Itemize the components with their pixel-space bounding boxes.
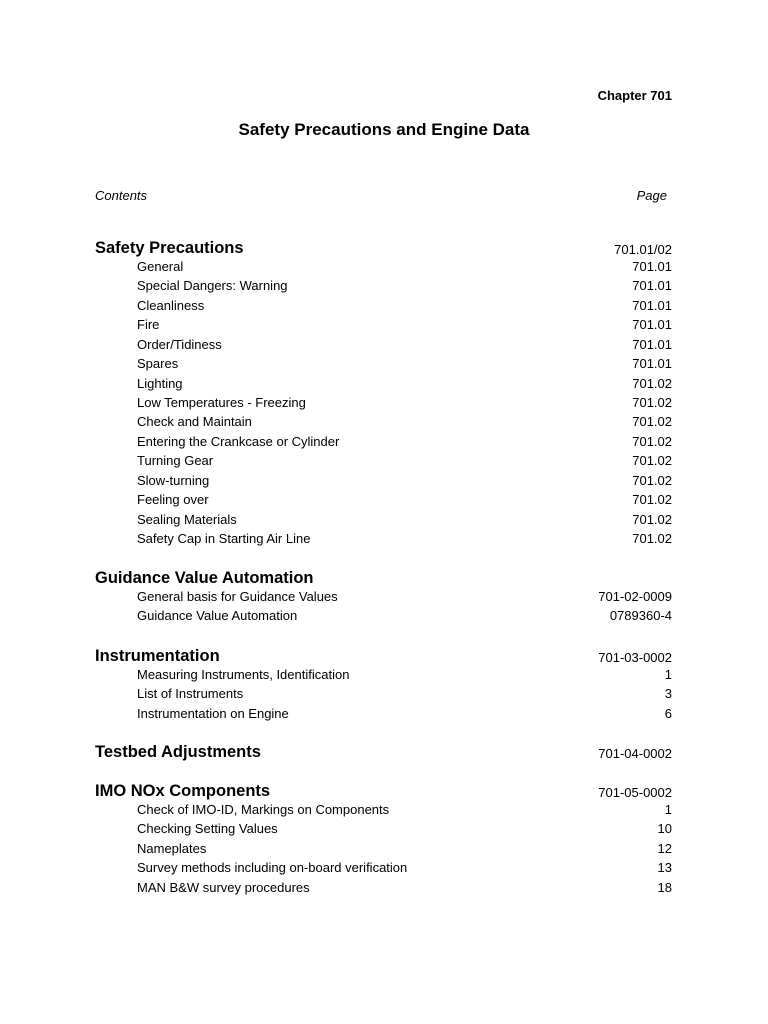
- toc-entry-page-ref: 3: [664, 686, 672, 702]
- toc-entry: [137, 880, 672, 898]
- toc-entry: [137, 434, 672, 452]
- section-title: IMO NOx Components: [95, 782, 271, 800]
- toc-entry-label: Checking Setting Values: [137, 821, 278, 837]
- toc-entry-page-ref: 6: [664, 705, 672, 721]
- toc-entry-page-ref: 701.02: [632, 511, 672, 527]
- toc-entry-page-ref: 1: [664, 802, 672, 817]
- toc-entry: [137, 860, 672, 878]
- contents-label: Contents: [95, 188, 148, 203]
- toc-entry-page-ref: 701.02: [632, 453, 672, 469]
- section-page-ref: 701-04-0002: [598, 746, 672, 761]
- toc-entry-label: Safety Cap in Starting Air Line: [137, 531, 311, 547]
- toc-entry: [137, 821, 672, 839]
- toc-entry: [137, 473, 672, 491]
- toc-entry-page-ref: 10: [657, 821, 672, 837]
- toc-entry-label: Lighting: [137, 375, 183, 391]
- toc-entry-label: General: [137, 259, 184, 274]
- chapter-label: Chapter 701: [597, 88, 672, 103]
- toc-entry: [137, 376, 672, 394]
- toc-entry-label: Turning Gear: [137, 453, 214, 469]
- toc-entry-label: Order/Tidiness: [137, 336, 222, 352]
- section-page-ref: 701-05-0002: [598, 785, 672, 800]
- toc-entry-label: Cleanliness: [137, 297, 205, 313]
- toc-entry-page-ref: 13: [657, 860, 672, 876]
- toc-entry: [137, 356, 672, 374]
- section-heading: [95, 239, 672, 259]
- toc-entry-page-ref: 1: [664, 667, 672, 682]
- toc-entry-page-ref: 701.02: [632, 395, 672, 410]
- toc-entry-page-ref: 701.01: [632, 259, 672, 274]
- toc-entry-label: Sealing Materials: [137, 511, 237, 527]
- toc-entry: [137, 802, 672, 820]
- toc-entry-page-ref: 18: [657, 879, 672, 895]
- section-title: Guidance Value Automation: [95, 569, 314, 587]
- toc-entry: [137, 686, 672, 704]
- toc-entry-page-ref: 701.02: [632, 433, 672, 449]
- page-title: Safety Precautions and Engine Data: [238, 120, 530, 139]
- section-page-ref: 701-03-0002: [598, 650, 672, 665]
- toc-entry: [137, 395, 672, 413]
- toc-entry-label: Special Dangers: Warning: [137, 278, 288, 294]
- toc-entry-label: Spares: [137, 356, 179, 372]
- section-heading: [95, 743, 672, 763]
- toc-entry-page-ref: 701.01: [632, 336, 672, 352]
- toc-entry-page-ref: 701-02-0009: [598, 589, 672, 604]
- toc-entry-label: MAN B&W survey procedures: [137, 879, 310, 895]
- toc-entry: [137, 278, 672, 296]
- toc-entry-page-ref: 701.02: [632, 531, 672, 547]
- section-heading: [95, 782, 672, 802]
- page-column-label: Page: [636, 188, 667, 203]
- toc-entry-page-ref: 12: [657, 840, 672, 856]
- toc-entry-page-ref: 701.02: [632, 492, 672, 508]
- toc-entry-page-ref: 701.01: [632, 278, 672, 294]
- section-title: Instrumentation: [95, 647, 220, 665]
- toc-entry-label: Slow-turning: [137, 472, 210, 488]
- toc-entry-label: Entering the Crankcase or Cylinder: [137, 433, 340, 449]
- toc-entry-label: Check and Maintain: [137, 414, 252, 430]
- toc-entry: [137, 414, 672, 432]
- toc-entry-page-ref: 0789360-4: [609, 608, 672, 624]
- toc-entry-label: Check of IMO-ID, Markings on Components: [137, 802, 390, 817]
- toc-entry-label: Instrumentation on Engine: [137, 705, 289, 721]
- toc-entry: [137, 453, 672, 471]
- section-heading: [95, 569, 672, 589]
- contents-header: [95, 188, 667, 203]
- toc-entry-label: Fire: [137, 317, 160, 333]
- toc-entry-label: Survey methods including on-board verification: [137, 860, 408, 876]
- toc-entry: [137, 298, 672, 316]
- toc-entry: [137, 259, 672, 277]
- section-title: Safety Precautions: [95, 239, 244, 257]
- toc-entry-page-ref: 701.01: [632, 317, 672, 333]
- toc-entry-page-ref: 701.02: [632, 414, 672, 430]
- toc-entry: [137, 317, 672, 335]
- section-page-ref: 701.01/02: [614, 242, 672, 257]
- toc-entry-label: General basis for Guidance Values: [137, 589, 338, 604]
- toc-entry: [137, 706, 672, 724]
- toc-entry-label: Measuring Instruments, Identification: [137, 667, 350, 682]
- toc-entry-page-ref: 701.01: [632, 297, 672, 313]
- toc-entry-label: List of Instruments: [137, 686, 244, 702]
- section-heading: [95, 647, 672, 667]
- toc-entry-page-ref: 701.02: [632, 375, 672, 391]
- toc-entry: [137, 841, 672, 859]
- toc-entry: [137, 589, 672, 607]
- toc-entry-label: Feeling over: [137, 492, 209, 508]
- toc-entry: [137, 512, 672, 530]
- toc-entry: [137, 492, 672, 510]
- toc-entry: [137, 667, 672, 685]
- toc-entry: [137, 531, 672, 549]
- toc-entry-page-ref: 701.02: [632, 472, 672, 488]
- toc-entry-page-ref: 701.01: [632, 356, 672, 372]
- toc-entry: [137, 608, 672, 626]
- toc-entry: [137, 337, 672, 355]
- toc-entry-label: Nameplates: [137, 840, 207, 856]
- toc-entry-label: Low Temperatures - Freezing: [137, 395, 306, 410]
- section-title: Testbed Adjustments: [95, 743, 261, 761]
- toc-entry-label: Guidance Value Automation: [137, 608, 298, 624]
